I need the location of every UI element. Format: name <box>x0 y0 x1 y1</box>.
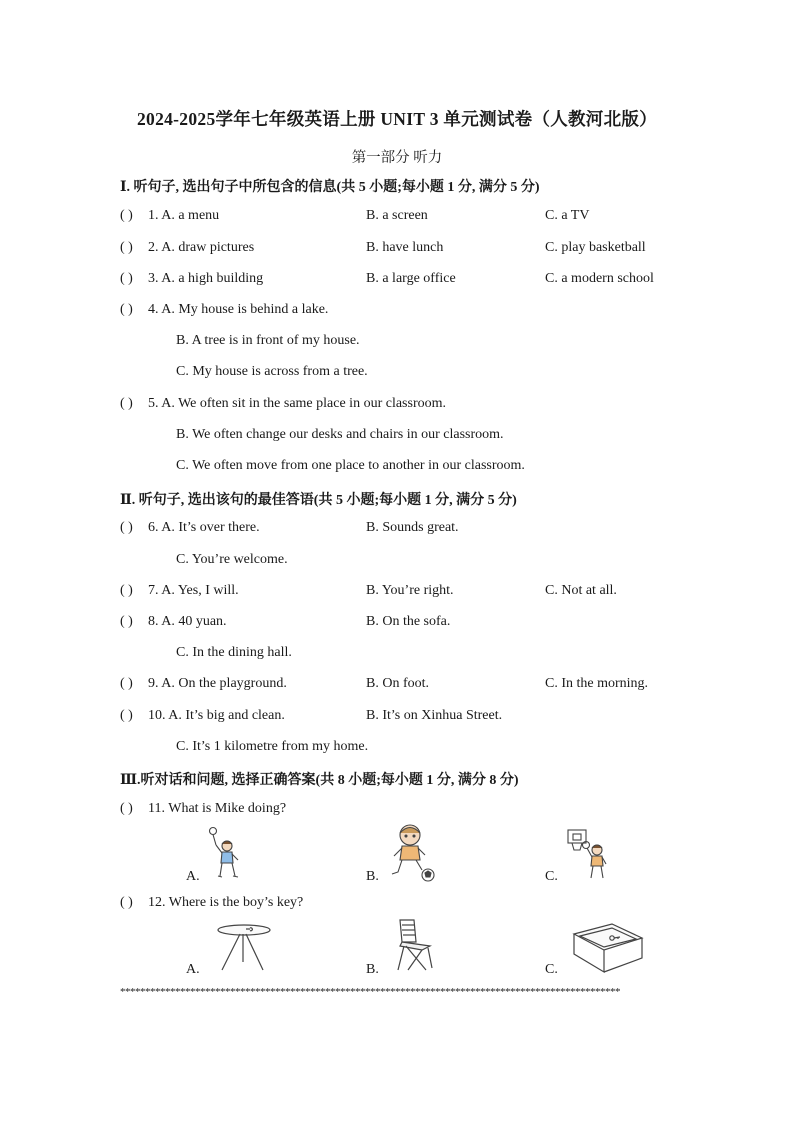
answer-blank: ( ) <box>120 396 133 411</box>
q7-option-b: B. You’re right. <box>366 583 454 598</box>
q4-option-a: 4. A. My house is behind a lake. <box>148 302 329 317</box>
q8-option-b: B. On the sofa. <box>366 614 451 629</box>
answer-blank: ( ) <box>120 240 133 255</box>
q10-option-c: C. It’s 1 kilometre from my home. <box>176 739 369 754</box>
answer-blank: ( ) <box>120 302 133 317</box>
exam-title: 2024-2025学年七年级英语上册 UNIT 3 单元测试卷（人教河北版） <box>136 109 658 129</box>
q1-option-b: B. a screen <box>366 208 428 223</box>
boy-playing-basketball-image <box>566 828 618 882</box>
boy-playing-badminton-image <box>205 826 249 884</box>
answer-blank: ( ) <box>120 208 133 223</box>
q6-option-c: C. You’re welcome. <box>176 552 288 567</box>
q3-option-a: 3. A. a high building <box>148 271 264 286</box>
answer-blank: ( ) <box>120 895 133 910</box>
key-in-box-image <box>568 920 646 978</box>
q2-option-a: 2. A. draw pictures <box>148 240 255 255</box>
separator-line: **************************************************************************************************** <box>120 986 620 998</box>
q9-option-a: 9. A. On the playground. <box>148 676 287 691</box>
answer-blank: ( ) <box>120 614 133 629</box>
key-on-chair-image <box>392 918 438 974</box>
answer-blank: ( ) <box>120 801 133 816</box>
q11-letter-b: B. <box>366 869 379 884</box>
boy-playing-soccer-image <box>388 822 438 884</box>
q11-letter-a: A. <box>186 869 200 884</box>
answer-blank: ( ) <box>120 271 133 286</box>
section-3-heading: Ⅲ.听对话和问题, 选择正确答案(共 8 小题;每小题 1 分, 满分 8 分) <box>120 773 519 788</box>
q1-option-a: 1. A. a menu <box>148 208 220 223</box>
q10-option-a: 10. A. It’s big and clean. <box>148 708 285 723</box>
q8-option-a: 8. A. 40 yuan. <box>148 614 227 629</box>
q11-stem: 11. What is Mike doing? <box>148 801 287 816</box>
q8-option-c: C. In the dining hall. <box>176 645 292 660</box>
q12-letter-c: C. <box>545 962 558 977</box>
q12-letter-b: B. <box>366 962 379 977</box>
part-heading: 第一部分 听力 <box>351 150 443 166</box>
section-2-heading: Ⅱ. 听句子, 选出该句的最佳答语(共 5 小题;每小题 1 分, 满分 5 分) <box>120 493 517 508</box>
q4-option-b: B. A tree is in front of my house. <box>176 333 360 348</box>
q10-option-b: B. It’s on Xinhua Street. <box>366 708 503 723</box>
answer-blank: ( ) <box>120 676 133 691</box>
q3-option-c: C. a modern school <box>545 271 654 286</box>
q2-option-c: C. play basketball <box>545 240 646 255</box>
key-on-table-image <box>213 922 275 974</box>
q1-option-c: C. a TV <box>545 208 590 223</box>
q5-option-a: 5. A. We often sit in the same place in our classroom. <box>148 396 446 411</box>
answer-blank: ( ) <box>120 520 133 535</box>
q2-option-b: B. have lunch <box>366 240 444 255</box>
q9-option-b: B. On foot. <box>366 676 429 691</box>
answer-blank: ( ) <box>120 583 133 598</box>
q6-option-b: B. Sounds great. <box>366 520 459 535</box>
q9-option-c: C. In the morning. <box>545 676 649 691</box>
q5-option-b: B. We often change our desks and chairs in our classroom. <box>176 427 504 442</box>
q5-option-c: C. We often move from one place to another in our classroom. <box>176 458 525 473</box>
q7-option-a: 7. A. Yes, I will. <box>148 583 239 598</box>
q6-option-a: 6. A. It’s over there. <box>148 520 260 535</box>
q12-stem: 12. Where is the boy’s key? <box>148 895 304 910</box>
section-1-heading: Ⅰ. 听句子, 选出句子中所包含的信息(共 5 小题;每小题 1 分, 满分 5 分) <box>120 180 540 195</box>
answer-blank: ( ) <box>120 708 133 723</box>
q11-letter-c: C. <box>545 869 558 884</box>
q7-option-c: C. Not at all. <box>545 583 617 598</box>
q4-option-c: C. My house is across from a tree. <box>176 364 368 379</box>
q3-option-b: B. a large office <box>366 271 456 286</box>
q12-letter-a: A. <box>186 962 200 977</box>
